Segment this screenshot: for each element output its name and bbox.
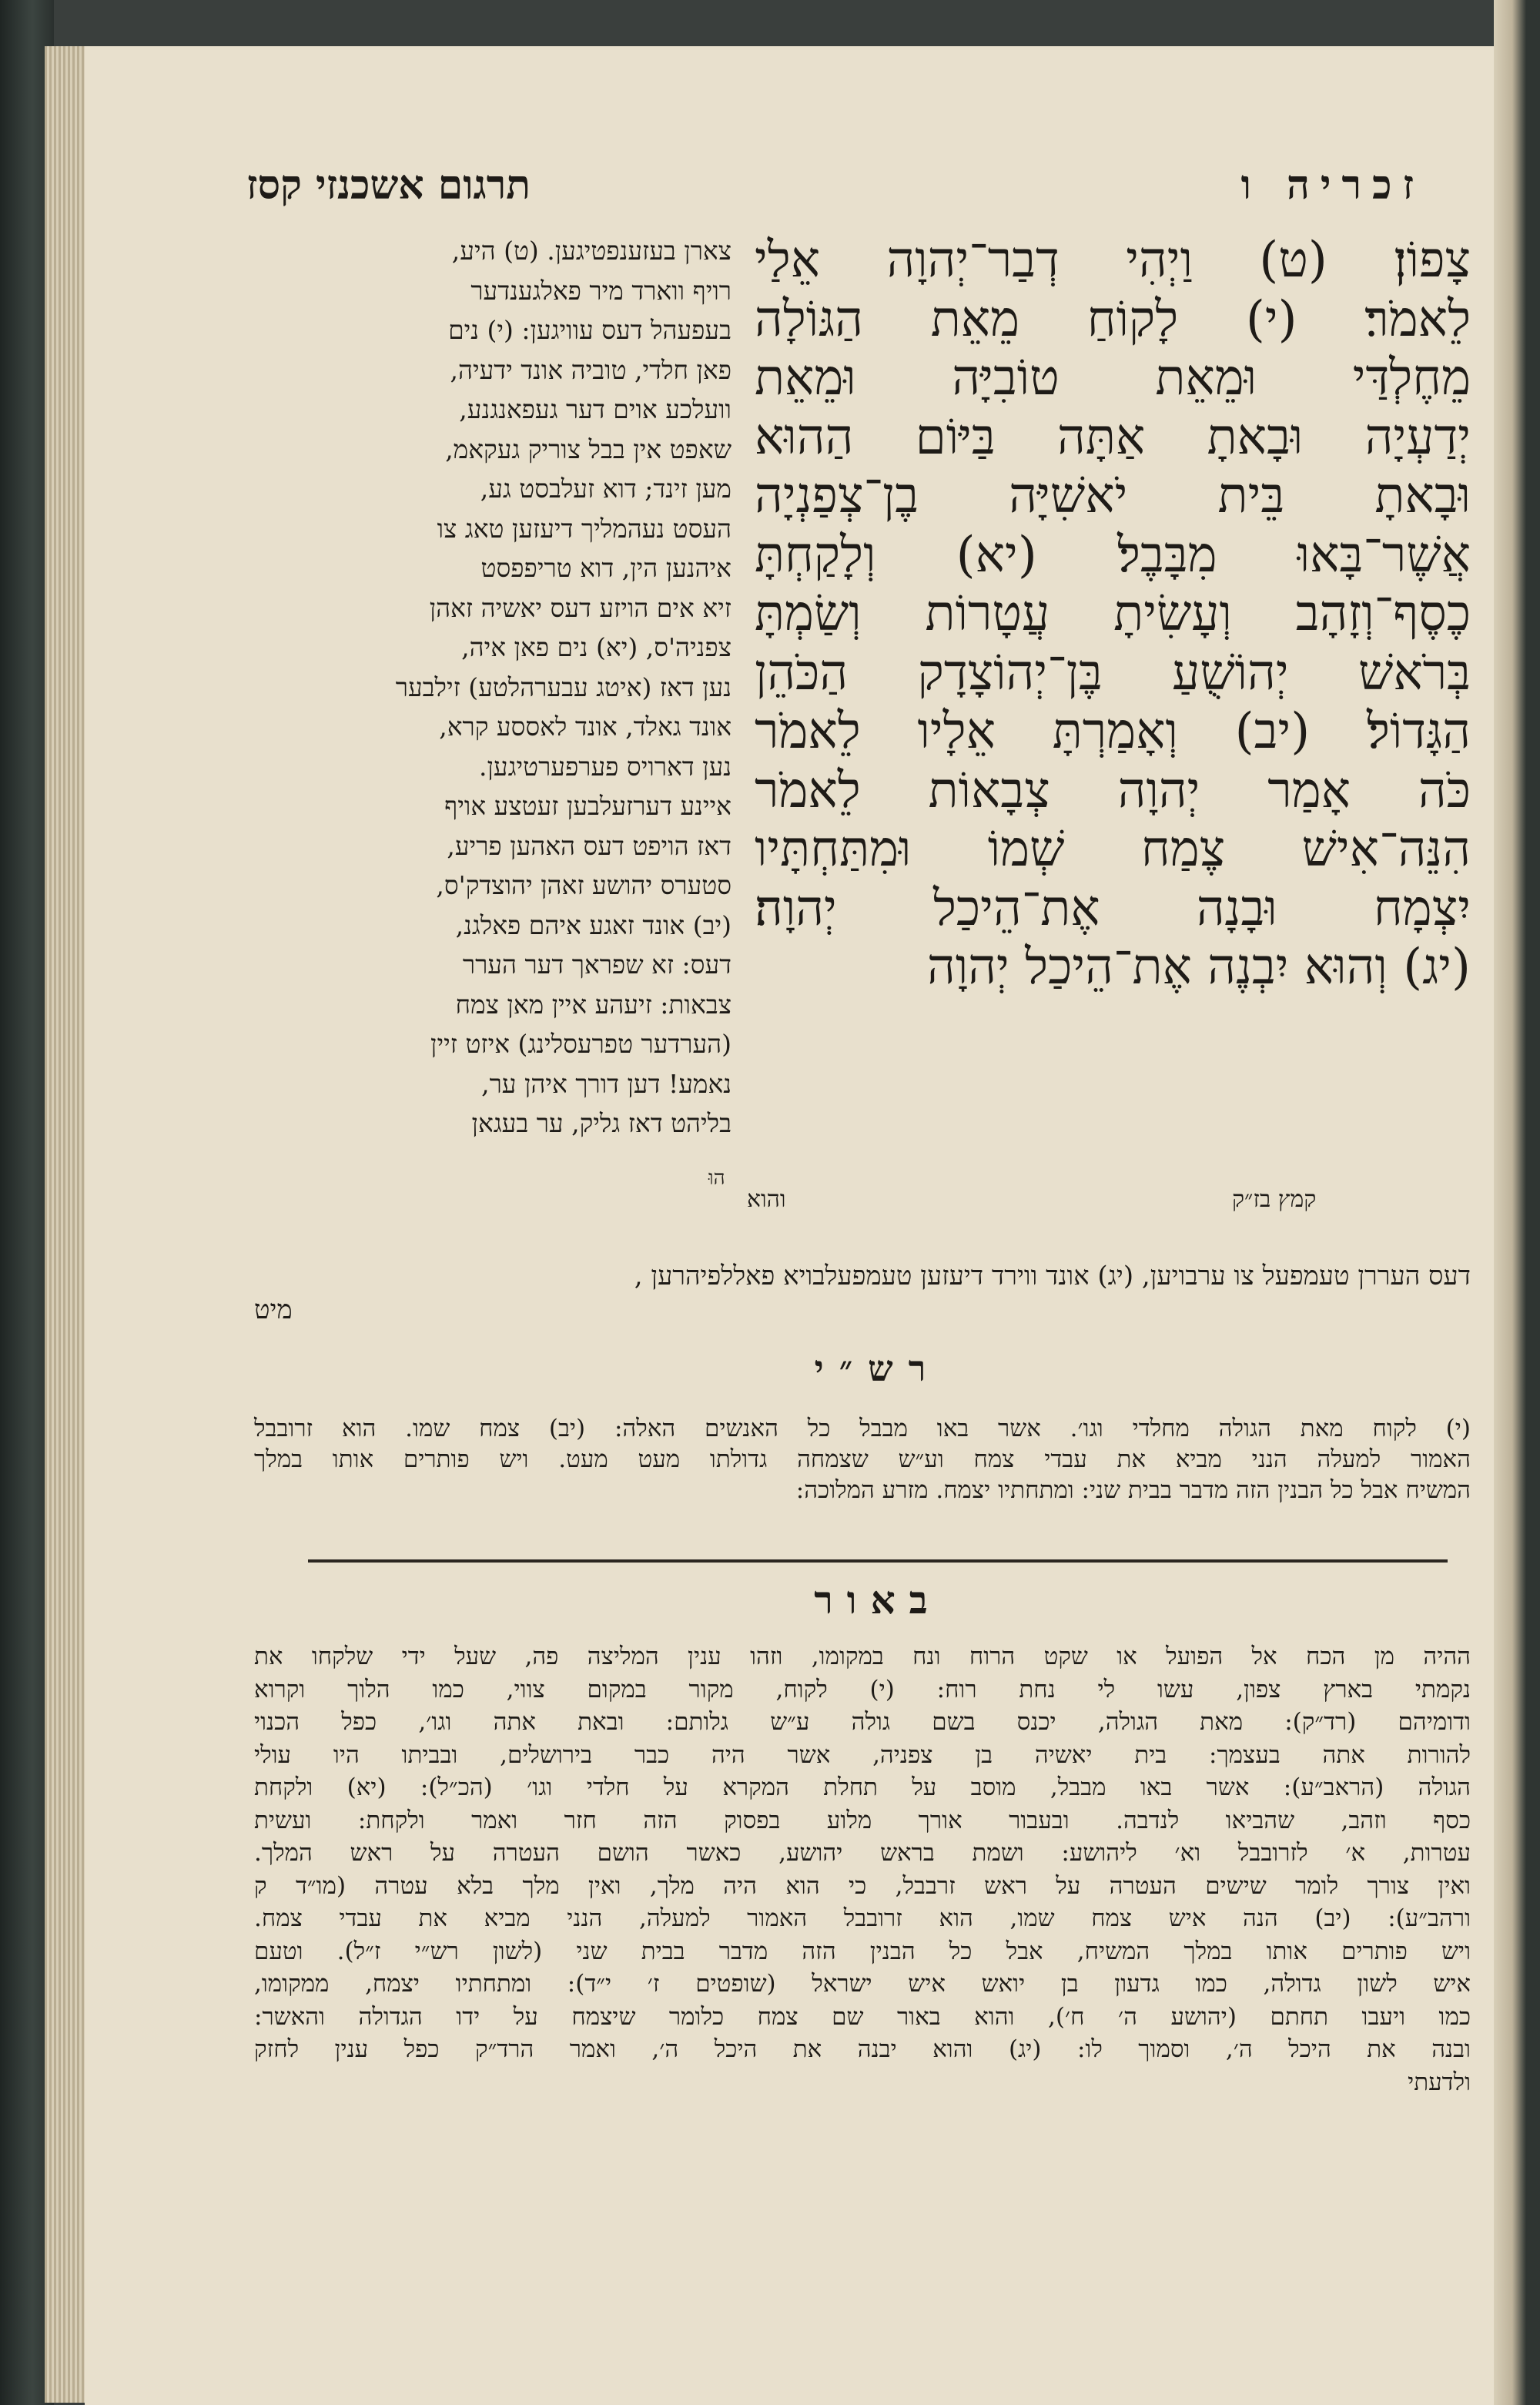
- biur-line: ודומיהם (רד״ק): מאת הגולה, יכנס בשם גולה ע״ש גלותם: ובאת אתה וגו׳, כפל הכנוי: [254, 1708, 1471, 1736]
- targum-line: בליהט דאז גליק, ער בעגאן: [471, 1108, 732, 1138]
- running-head: [146, 162, 1471, 216]
- targum-line: צארן בעזענפטיגען. (ט) היע,: [451, 236, 732, 266]
- rashi-line: המשיח אבל כל הבנין הזה מדבר בבית שני: ומתחתיו יצמח. מזרע המלוכה:: [795, 1476, 1471, 1504]
- targum-line: שאפט אין בבל צוריק געקאמ,: [445, 434, 732, 464]
- verse-line: (יג) וְהוּא יִבְנֶה אֶת־הֵיכַל יְהוָה: [927, 939, 1471, 996]
- targum-header: תרגום אשכנזי קסז: [246, 162, 531, 209]
- targum-line: פאן חלדי, טוביה אונד ידעיה,: [450, 354, 732, 385]
- biur-line: ויש פותרים אותו במלך המשיח, אבל כל הבנין הזה מדבר בבית שני (לשון רש״י ז״ל). וטעם: [254, 1937, 1471, 1965]
- targum-line: (הערדער טפרעסלינג) איזט זיין: [430, 1029, 732, 1059]
- targum-line: רויף ווארד מיר פאלגענדער: [470, 275, 732, 306]
- book-page: [85, 46, 1494, 2405]
- verse-margin-note: הוּ: [708, 1167, 725, 1190]
- biur-title: באור: [814, 1577, 942, 1623]
- verse-line: אֲשֶׁר־בָּאוּ מִבָּבֶל׃ (יא) וְלָקַחְתָּ: [755, 526, 1471, 584]
- targum-line: צבאות: זיעהע איין מאן צמח: [455, 989, 732, 1020]
- biur-line: כמו ויעבו תחתם (יהושע ה׳ ח׳), והוא באור שם צמח כלומר שיצמח על ידו הגדולה והאשר:: [254, 2002, 1471, 2031]
- catchword: והוא: [747, 1186, 786, 1213]
- targum-line: איינע דערזעלבען זעטצע אויף: [444, 791, 732, 821]
- targum-line: איהנען הין, דוא טריפפסט: [480, 553, 732, 583]
- targum-line: אונד גאלד, אונד לאססע קרא,: [439, 712, 732, 742]
- facing-page-edge: [1494, 0, 1540, 2405]
- targum-continuation-line: מיט: [254, 1295, 293, 1325]
- targum-line: צפניה'ס, (יא) נים פאן איה,: [461, 632, 732, 662]
- biur-line: נקמתי בארץ צפון, עשו לי נחת רוח: (י) לקוח, מקור במקום צווי, כמו הלוך וקרוא: [254, 1675, 1471, 1703]
- biur-line: עטרות, א׳ לזרובבל וא׳ ליהושע: ושמת בראש יהושע, כאשר הושם העטרה על ראש המלך.: [254, 1839, 1471, 1867]
- verse-line: הִנֵּה־אִישׁ צֶמַח שְׁמוֹ וּמִתַּחְתָּיו: [755, 821, 1471, 878]
- divider-rule: [308, 1559, 1448, 1563]
- verse-line: יְדַעְיָה וּבָאתָ אַתָּה בַּיּוֹם הַהוּא: [755, 408, 1471, 466]
- verse-line: בְּרֹאשׁ יְהוֹשֻׁעַ בֶּן־יְהוֹצָדָק הַכֹּהֵן: [755, 644, 1471, 702]
- biur-line: להורות אתה בעצמך: בית יאשיה בן צפניה, אשר היה כבר בירושלים, ובביתו היו עולי: [254, 1740, 1471, 1769]
- verse-column: [755, 231, 1471, 997]
- targum-line: נען דאז (איטג עבערהלטע) זילבער: [395, 672, 732, 702]
- verse-line: הַגָּדוֹל׃ (יב) וְאָמַרְתָּ אֵלָיו לֵאמֹר: [755, 703, 1471, 760]
- verse-line: צָפוֹן׃ (ט) וַיְהִי דְבַר־יְהוָה אֵלַי: [755, 232, 1471, 289]
- biur-line: ולדעתי: [1408, 2068, 1471, 2096]
- targum-line: נען דארויס פערפערטיגען.: [479, 751, 732, 782]
- biur-line: ובנה את היכל ה׳, וסמוך לו: (יג) והוא יבנה את היכל ה׳, ואמר הרד״ק כפל ענין לחזק: [254, 2035, 1471, 2063]
- targum-line: בעפעהל דעס עוויגען: (י) נים: [448, 315, 732, 345]
- verse-line: כֹּה אָמַר יְהוָה צְבָאוֹת לֵאמֹר: [755, 762, 1471, 819]
- biur-commentary: [254, 1640, 1471, 2099]
- verse-line: לֵאמֹר׃ (י) לָקוֹחַ מֵאֵת הַגּוֹלָה: [755, 290, 1471, 348]
- targum-line: זיא אים הויזע דעס יאשיה זאהן: [429, 592, 732, 623]
- targum-continuation-line: דעס העררן טעמפעל צו ערבויען, (יג) אונד ווירד דיעזען טעמפעלבויא פאללפיהרען ,: [634, 1261, 1471, 1291]
- targum-continuation: [254, 1259, 1471, 1327]
- verse-line: מֵחֶלְדַּי וּמֵאֵת טוֹבִיָּה וּמֵאֵת: [755, 350, 1471, 407]
- rashi-commentary: [254, 1413, 1471, 1506]
- targum-line: (יב) אונד זאגע איהם פאלגנ,: [455, 909, 732, 940]
- rashi-line: האמור למעלה הנני מביא את עבדי צמח וע״ש שצמחה גדולתו מעט מעט. ויש פותרים אותו במלך: [254, 1445, 1471, 1473]
- rashi-line: (י) לקוח מאת הגולה מחלדי וגו׳. אשר באו מבבל כל האנשים האלה: (יב) צמח שמו. הוא זרובבל: [254, 1415, 1471, 1442]
- verse-line: כֶסֶף־וְזָהָב וְעָשִׂיתָ עֲטָרוֹת וְשַׂמְתָּ: [755, 585, 1471, 642]
- page-edges: [45, 46, 91, 2403]
- biur-line: איש לשון גדולה, כמו גדעון בן יואש איש ישראל (שופטים ז׳ י״ד): ומתחתיו יצמח, ממקומו,: [254, 1970, 1471, 1998]
- biur-line: הגולה (הראב״ע): אשר באו מבבל, מוסב על תחלת המקרא על חלדי וגו׳ (הכ״ל): (יא) ולקחת: [254, 1774, 1471, 1801]
- targum-line: העסט נעהמליך דיעזען טאג צו: [437, 513, 732, 544]
- targum-line: סטערס יהושע זאהן יהוצדק'ס,: [436, 870, 732, 900]
- biur-line: כסף וזהב, שהביאו לנדבה. ובעבור אורך מלוע בפסוק הזה חזר ואמר ולקחת: ועשית: [254, 1806, 1471, 1834]
- rashi-title: רש״י: [814, 1348, 942, 1389]
- catchword-vocalization: קמץ בז״ק: [1232, 1186, 1317, 1213]
- verse-line: וּבָאתָ בֵּית יֹאשִׁיָּה בֶן־צְפַנְיָה: [755, 467, 1471, 524]
- targum-column: [285, 231, 732, 1144]
- targum-line: דאז הויפט דעס האהען פריע,: [447, 830, 732, 861]
- book-chapter-header: זכריה ו: [1240, 162, 1424, 209]
- biur-line: ואין צורך לומר שישים העטרה על ראש זרבבל, כי הוא היה מלך, ואין מלך בלא עטרה (מו״ד ק: [254, 1871, 1471, 1900]
- biur-line: ורהב״ע): (יב) הנה איש צמח שמו, הוא זרובבל האמור למעלה, הנני מביא את עבדי צמח.: [254, 1904, 1471, 1932]
- targum-line: נאמע! דען דורך איהן ער,: [481, 1068, 732, 1099]
- biur-line: ההיה מן הכח אל הפועל או שקט הרוח ונח במקומו, וזהו ענין המליצה פה, שעל ידי שלקחו את: [254, 1643, 1471, 1670]
- targum-line: מען זינד; דוא זעלבסט גע,: [480, 474, 732, 504]
- targum-line: וועלכע אוים דער געפאנגנע,: [459, 394, 732, 424]
- targum-line: דעס: זא שפראך דער הערר: [462, 950, 732, 980]
- verse-line: יִצְמָח וּבָנָה אֶת־הֵיכַל יְהוָה׃: [755, 879, 1471, 937]
